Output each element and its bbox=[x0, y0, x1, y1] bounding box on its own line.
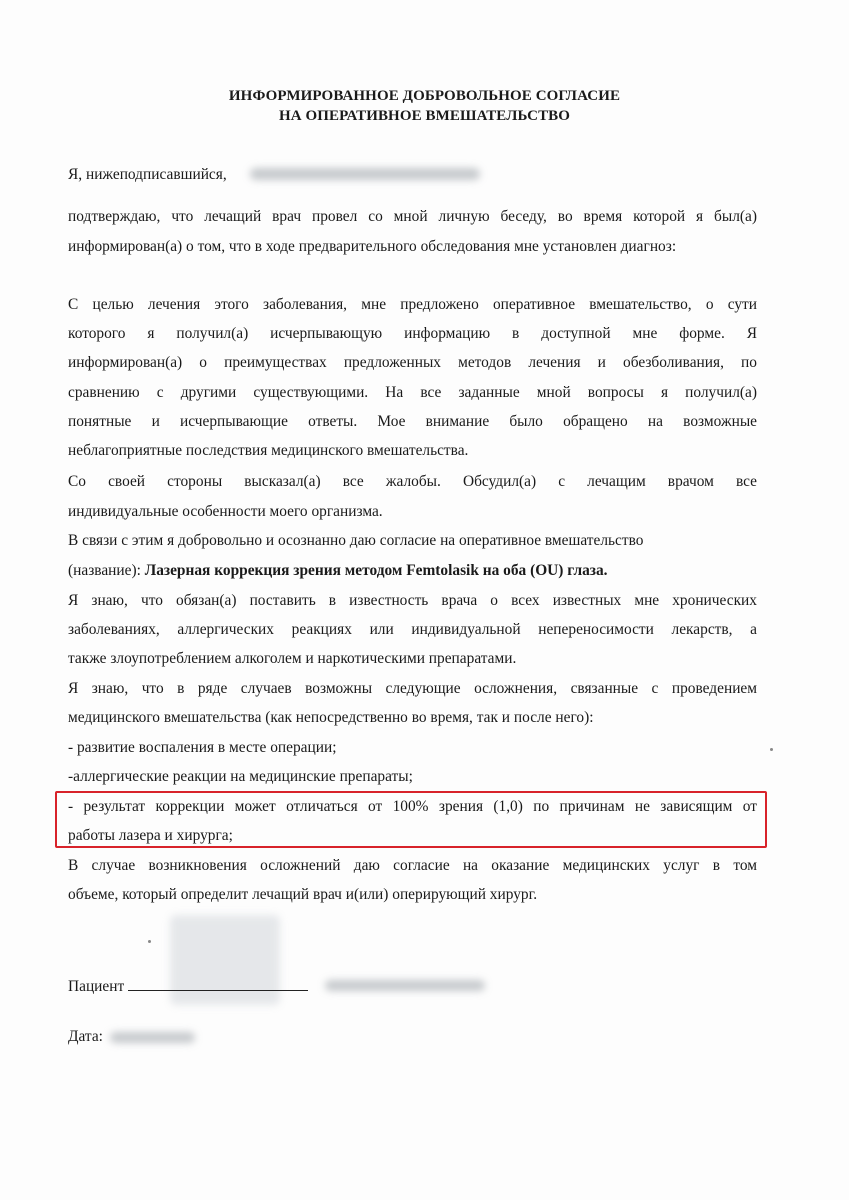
patient-label: Пациент bbox=[68, 978, 125, 995]
body-line: подтверждаю, что лечащий врач провел со мной личную беседу, во время которой я был(а) bbox=[68, 208, 757, 225]
document-title-line-1: ИНФОРМИРОВАННОЕ ДОБРОВОЛЬНОЕ СОГЛАСИЕ bbox=[228, 88, 621, 104]
body-line: информирован(а) о преимуществах предложенных методов лечения и обезболивания, по bbox=[68, 354, 757, 371]
redacted-patient-name bbox=[325, 980, 485, 991]
body-line: Я знаю, что в ряде случаев возможны следующие осложнения, связанные с проведением bbox=[68, 680, 757, 697]
body-line: В случае возникновения осложнений даю согласие на оказание медицинских услуг в том bbox=[68, 857, 757, 874]
body-line: Со своей стороны высказал(а) все жалобы. Обсудил(а) с лечащим врачом все bbox=[68, 473, 757, 490]
body-line: понятные и исчерпывающие ответы. Мое внимание было обращено на возможные bbox=[68, 413, 757, 430]
complication-item: - развитие воспаления в месте операции; bbox=[68, 739, 337, 756]
body-line: сравнению с другими существующими. На все заданные мной вопросы я получил(а) bbox=[68, 384, 757, 401]
body-line: заболеваниях, аллергических реакциях или индивидуальной непереносимости лекарств, а bbox=[68, 621, 757, 638]
intro-text: Я, нижеподписавшийся, bbox=[68, 166, 227, 183]
procedure-name: Лазерная коррекция зрения методом Femtolasik на оба (OU) глаза. bbox=[144, 562, 608, 579]
complication-item-highlighted: работы лазера и хирурга; bbox=[68, 827, 233, 844]
scan-speck bbox=[770, 748, 773, 751]
complication-item: -аллергические реакции на медицинские препараты; bbox=[68, 768, 413, 785]
date-label: Дата: bbox=[68, 1028, 103, 1045]
body-line: информирован(а) о том, что в ходе предварительного обследования мне установлен диагноз: bbox=[68, 238, 677, 255]
redacted-name bbox=[250, 168, 480, 180]
scan-speck bbox=[148, 940, 151, 943]
procedure-label: (название): bbox=[68, 562, 145, 579]
procedure-line bbox=[68, 562, 757, 580]
body-line: индивидуальные особенности моего организма. bbox=[68, 503, 383, 520]
redacted-date bbox=[110, 1032, 195, 1043]
body-line: также злоупотреблением алкоголем и наркотическими препаратами. bbox=[68, 650, 517, 667]
body-line: объеме, который определит лечащий врач и(или) оперирующий хирург. bbox=[68, 886, 538, 903]
signature-underline bbox=[128, 976, 308, 991]
body-line: неблагоприятные последствия медицинского вмешательства. bbox=[68, 442, 469, 459]
complication-item-highlighted: - результат коррекции может отличаться от 100% зрения (1,0) по причинам не зависящим от bbox=[68, 798, 757, 815]
body-line: Я знаю, что обязан(а) поставить в известность врача о всех известных мне хронических bbox=[68, 592, 757, 609]
body-line: медицинского вмешательства (как непосредственно во время, так и после него): bbox=[68, 709, 594, 726]
body-line: В связи с этим я добровольно и осознанно даю согласие на оперативное вмешательство bbox=[68, 532, 644, 549]
body-line: С целью лечения этого заболевания, мне предложено оперативное вмешательство, о сути bbox=[68, 296, 757, 313]
body-line: которого я получил(а) исчерпывающую информацию в доступной мне форме. Я bbox=[68, 325, 757, 342]
document-title-line-2: НА ОПЕРАТИВНОЕ ВМЕШАТЕЛЬСТВО bbox=[278, 108, 571, 124]
